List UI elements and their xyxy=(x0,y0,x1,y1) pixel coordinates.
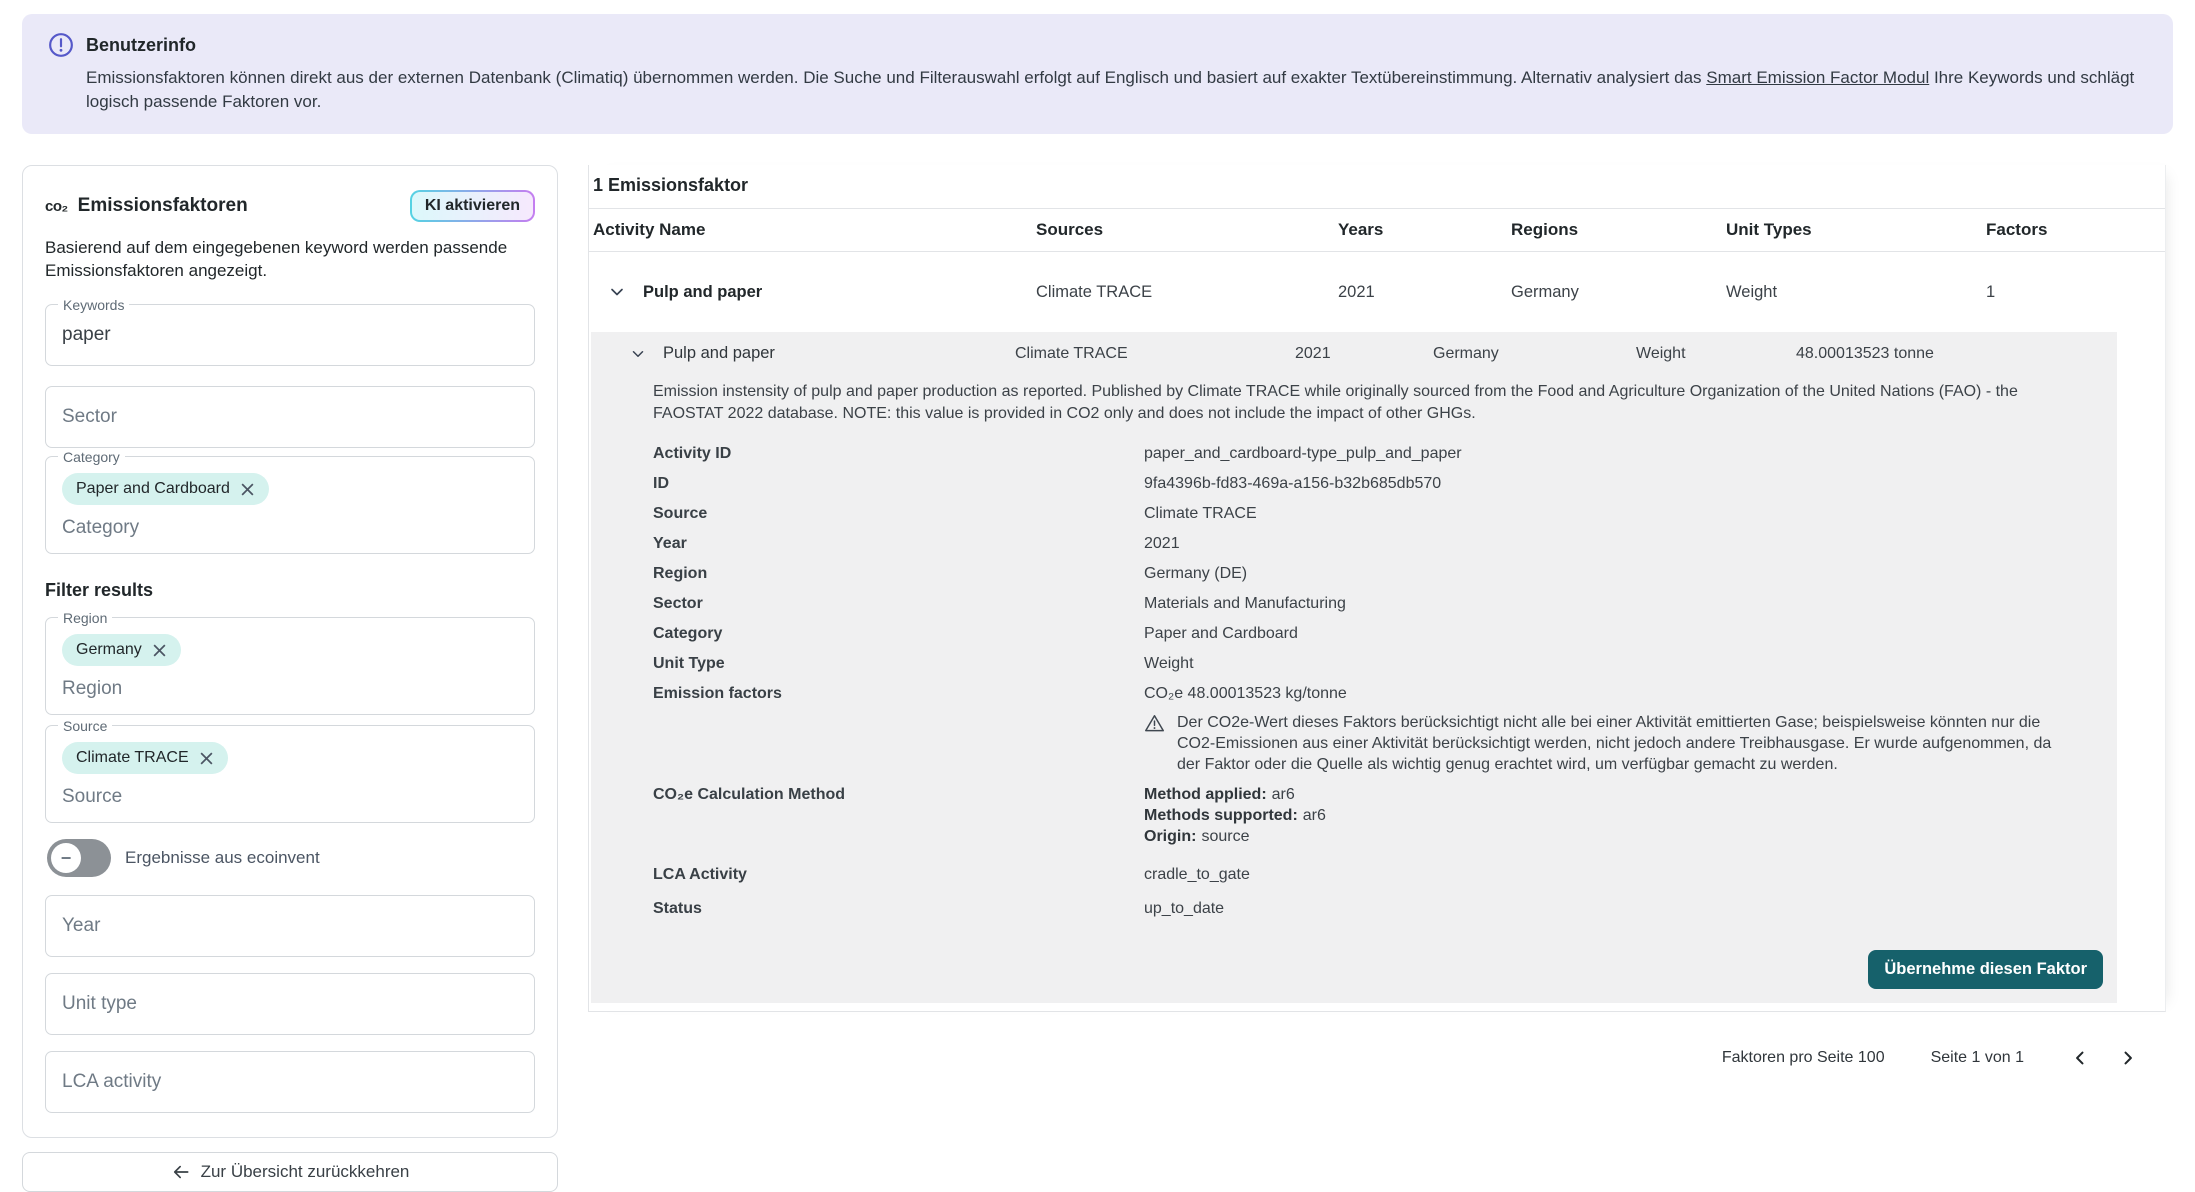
keywords-value: paper xyxy=(62,324,111,345)
pagination xyxy=(588,1048,2166,1068)
year-input[interactable] xyxy=(45,895,535,957)
source-chip[interactable] xyxy=(62,742,228,774)
source-label: Source xyxy=(58,718,112,734)
row-factors: 1 xyxy=(1986,282,1996,301)
source-placeholder: Source xyxy=(62,786,123,807)
col-unit-types: Unit Types xyxy=(1726,220,1812,239)
toggle-minus-icon: − xyxy=(51,843,81,873)
source-chip-label: Climate TRACE xyxy=(76,749,189,766)
col-regions: Regions xyxy=(1511,220,1579,239)
user-info-banner xyxy=(22,14,2173,134)
region-label: Region xyxy=(58,610,112,626)
chevron-down-icon[interactable] xyxy=(629,345,647,363)
ai-activate-label: KI aktivieren xyxy=(412,192,533,220)
expanded-summary-row[interactable] xyxy=(591,344,2117,363)
row-region: Germany xyxy=(1511,282,1579,301)
detail-lca-activity: LCA Activity cradle_to_gate xyxy=(653,866,1250,883)
unit-type-input[interactable] xyxy=(45,973,535,1035)
results-area xyxy=(588,165,2166,1068)
keywords-input[interactable] xyxy=(45,297,535,366)
expanded-unit-type: Weight xyxy=(1636,344,1686,362)
ai-activate-button[interactable] xyxy=(410,190,535,222)
sector-input[interactable] xyxy=(45,386,535,448)
sector-placeholder: Sector xyxy=(62,406,117,427)
detail-year: Year 2021 xyxy=(653,535,1180,552)
expanded-year: 2021 xyxy=(1295,344,1331,362)
col-years: Years xyxy=(1338,220,1384,239)
row-year: 2021 xyxy=(1338,282,1375,301)
banner-text-after: Ihre Keywords und schlägt logisch passende Faktoren vor. xyxy=(86,68,2135,111)
banner-text xyxy=(86,66,2146,114)
page-indicator: Seite 1 von 1 xyxy=(1930,1049,2024,1066)
chevron-right-icon[interactable] xyxy=(2118,1048,2138,1068)
warning-triangle-icon xyxy=(1144,712,1165,775)
detail-region: Region Germany (DE) xyxy=(653,565,1248,582)
detail-status: Status up_to_date xyxy=(653,900,1225,917)
sidebar-title: Emissionsfaktoren xyxy=(77,195,248,216)
ecoinvent-toggle-label: Ergebnisse aus ecoinvent xyxy=(125,848,320,867)
category-chip-label: Paper and Cardboard xyxy=(76,480,230,497)
expanded-factor-panel xyxy=(591,332,2117,1003)
detail-activity-id: Activity ID paper_and_cardboard-type_pulp_and_paper xyxy=(653,445,1462,462)
region-chip[interactable] xyxy=(62,634,181,666)
detail-unit-type: Unit Type Weight xyxy=(653,655,1194,672)
detail-id: ID 9fa4396b-fd83-469a-a156-b32b685db570 xyxy=(653,475,1442,492)
col-factors: Factors xyxy=(1986,220,2048,239)
remove-chip-icon[interactable] xyxy=(199,751,214,766)
detail-sector: Sector Materials and Manufacturing xyxy=(653,595,1346,612)
back-to-overview-label: Zur Übersicht zurückkehren xyxy=(200,1162,410,1181)
chevron-left-icon[interactable] xyxy=(2070,1048,2090,1068)
results-table xyxy=(588,165,2166,1012)
region-chip-label: Germany xyxy=(76,641,142,658)
row-activity-name: Pulp and paper xyxy=(643,282,763,301)
info-circle-icon xyxy=(48,32,74,58)
results-count-title: 1 Emissionsfaktor xyxy=(593,175,749,195)
expanded-activity-name: Pulp and paper xyxy=(663,344,775,362)
remove-chip-icon[interactable] xyxy=(152,643,167,658)
category-input[interactable] xyxy=(45,449,535,554)
detail-emission-factors: Emission factors CO₂e 48.00013523 kg/tonne Der CO2e-Wert dieses Faktors berücksichtigt nicht alle bei einer Aktivität emittierten Gase; beispielsweise könnten nur die CO2-Emissionen aus einer Aktivität berücksichtigt werden, nicht jedoch andere Treibhausgase. Er wurde aufgenommen, da der Faktor oder die Quelle als wichtig genug erachtet wird, um verfügbar gemacht zu werden. xyxy=(591,683,2117,784)
detail-category: Category Paper and Cardboard xyxy=(653,625,1298,642)
detail-calc-method: CO₂e Calculation Method Method applied: ar6 Methods supported: ar6 Origin: source xyxy=(653,786,1326,845)
table-header-row xyxy=(589,209,2165,251)
banner-title: Benutzerinfo xyxy=(86,34,196,55)
arrow-left-icon xyxy=(171,1162,191,1182)
emission-factor-warning: Der CO2e-Wert dieses Faktors berücksichtigt nicht alle bei einer Aktivität emittierten Gase; beispielsweise könnten nur die CO2-Emissionen aus einer Aktivität berücksichtigt werden, nicht jedoch andere Treibhausgase. Er wurde aufgenommen, da der Faktor oder die Quelle als wichtig genug erachtet wird, um verfügbar gemacht zu werden. xyxy=(1177,714,2052,773)
ecoinvent-toggle[interactable] xyxy=(47,839,111,877)
banner-text-before: Emissionsfaktoren können direkt aus der externen Datenbank (Climatiq) übernommen werden. Die Suche und Filterauswahl erfolgt auf Englisch und basiert auf exakter Textübereinstimmung. Alternativ analysiert das xyxy=(86,68,1707,87)
smart-emission-factor-link[interactable]: Smart Emission Factor Modul xyxy=(1706,68,1930,87)
expanded-region: Germany xyxy=(1433,344,1499,362)
factor-description: Emission instensity of pulp and paper production as reported. Published by Climate TRACE while originally sourced from the Food and Agriculture Organization of the United Nations (FAO) - the FAOSTAT 2022 database. NOTE: this value is provided in CO2 only and does not include the impact of other GHGs. xyxy=(653,383,2018,422)
lca-activity-placeholder: LCA activity xyxy=(62,1071,162,1092)
emission-factors-panel xyxy=(22,165,558,1138)
row-unit-type: Weight xyxy=(1726,282,1778,301)
col-activity-name: Activity Name xyxy=(593,220,706,239)
table-row[interactable] xyxy=(589,252,2165,332)
chevron-down-icon[interactable] xyxy=(607,282,627,302)
expanded-source: Climate TRACE xyxy=(1015,344,1128,362)
remove-chip-icon[interactable] xyxy=(240,482,255,497)
per-page-label[interactable]: Faktoren pro Seite 100 xyxy=(1721,1049,1885,1066)
expanded-factor-value: 48.00013523 tonne xyxy=(1796,344,1934,362)
region-placeholder: Region xyxy=(62,678,123,699)
year-placeholder: Year xyxy=(62,915,101,936)
factor-details xyxy=(591,443,2117,928)
filter-results-heading: Filter results xyxy=(45,580,154,600)
apply-factor-button[interactable]: Übernehme diesen Faktor xyxy=(1868,950,2103,989)
keywords-label: Keywords xyxy=(58,297,129,313)
category-placeholder: Category xyxy=(62,517,140,538)
row-source: Climate TRACE xyxy=(1036,282,1153,301)
filters-sidebar xyxy=(22,165,558,1192)
emission-factor-value: CO₂e 48.00013523 kg/tonne xyxy=(1144,685,1347,702)
detail-source: Source Climate TRACE xyxy=(653,505,1257,522)
category-chip[interactable] xyxy=(62,473,269,505)
sidebar-description: Basierend auf dem eingegebenen keyword werden passende Emissionsfaktoren angezeigt. xyxy=(45,238,508,280)
category-label: Category xyxy=(58,449,125,465)
co2-icon: co₂ xyxy=(45,197,68,215)
unit-type-placeholder: Unit type xyxy=(62,993,137,1014)
region-input[interactable] xyxy=(45,610,535,715)
source-input[interactable] xyxy=(45,718,535,823)
col-sources: Sources xyxy=(1036,220,1104,239)
back-to-overview-button[interactable] xyxy=(22,1152,558,1192)
lca-activity-input[interactable] xyxy=(45,1051,535,1113)
